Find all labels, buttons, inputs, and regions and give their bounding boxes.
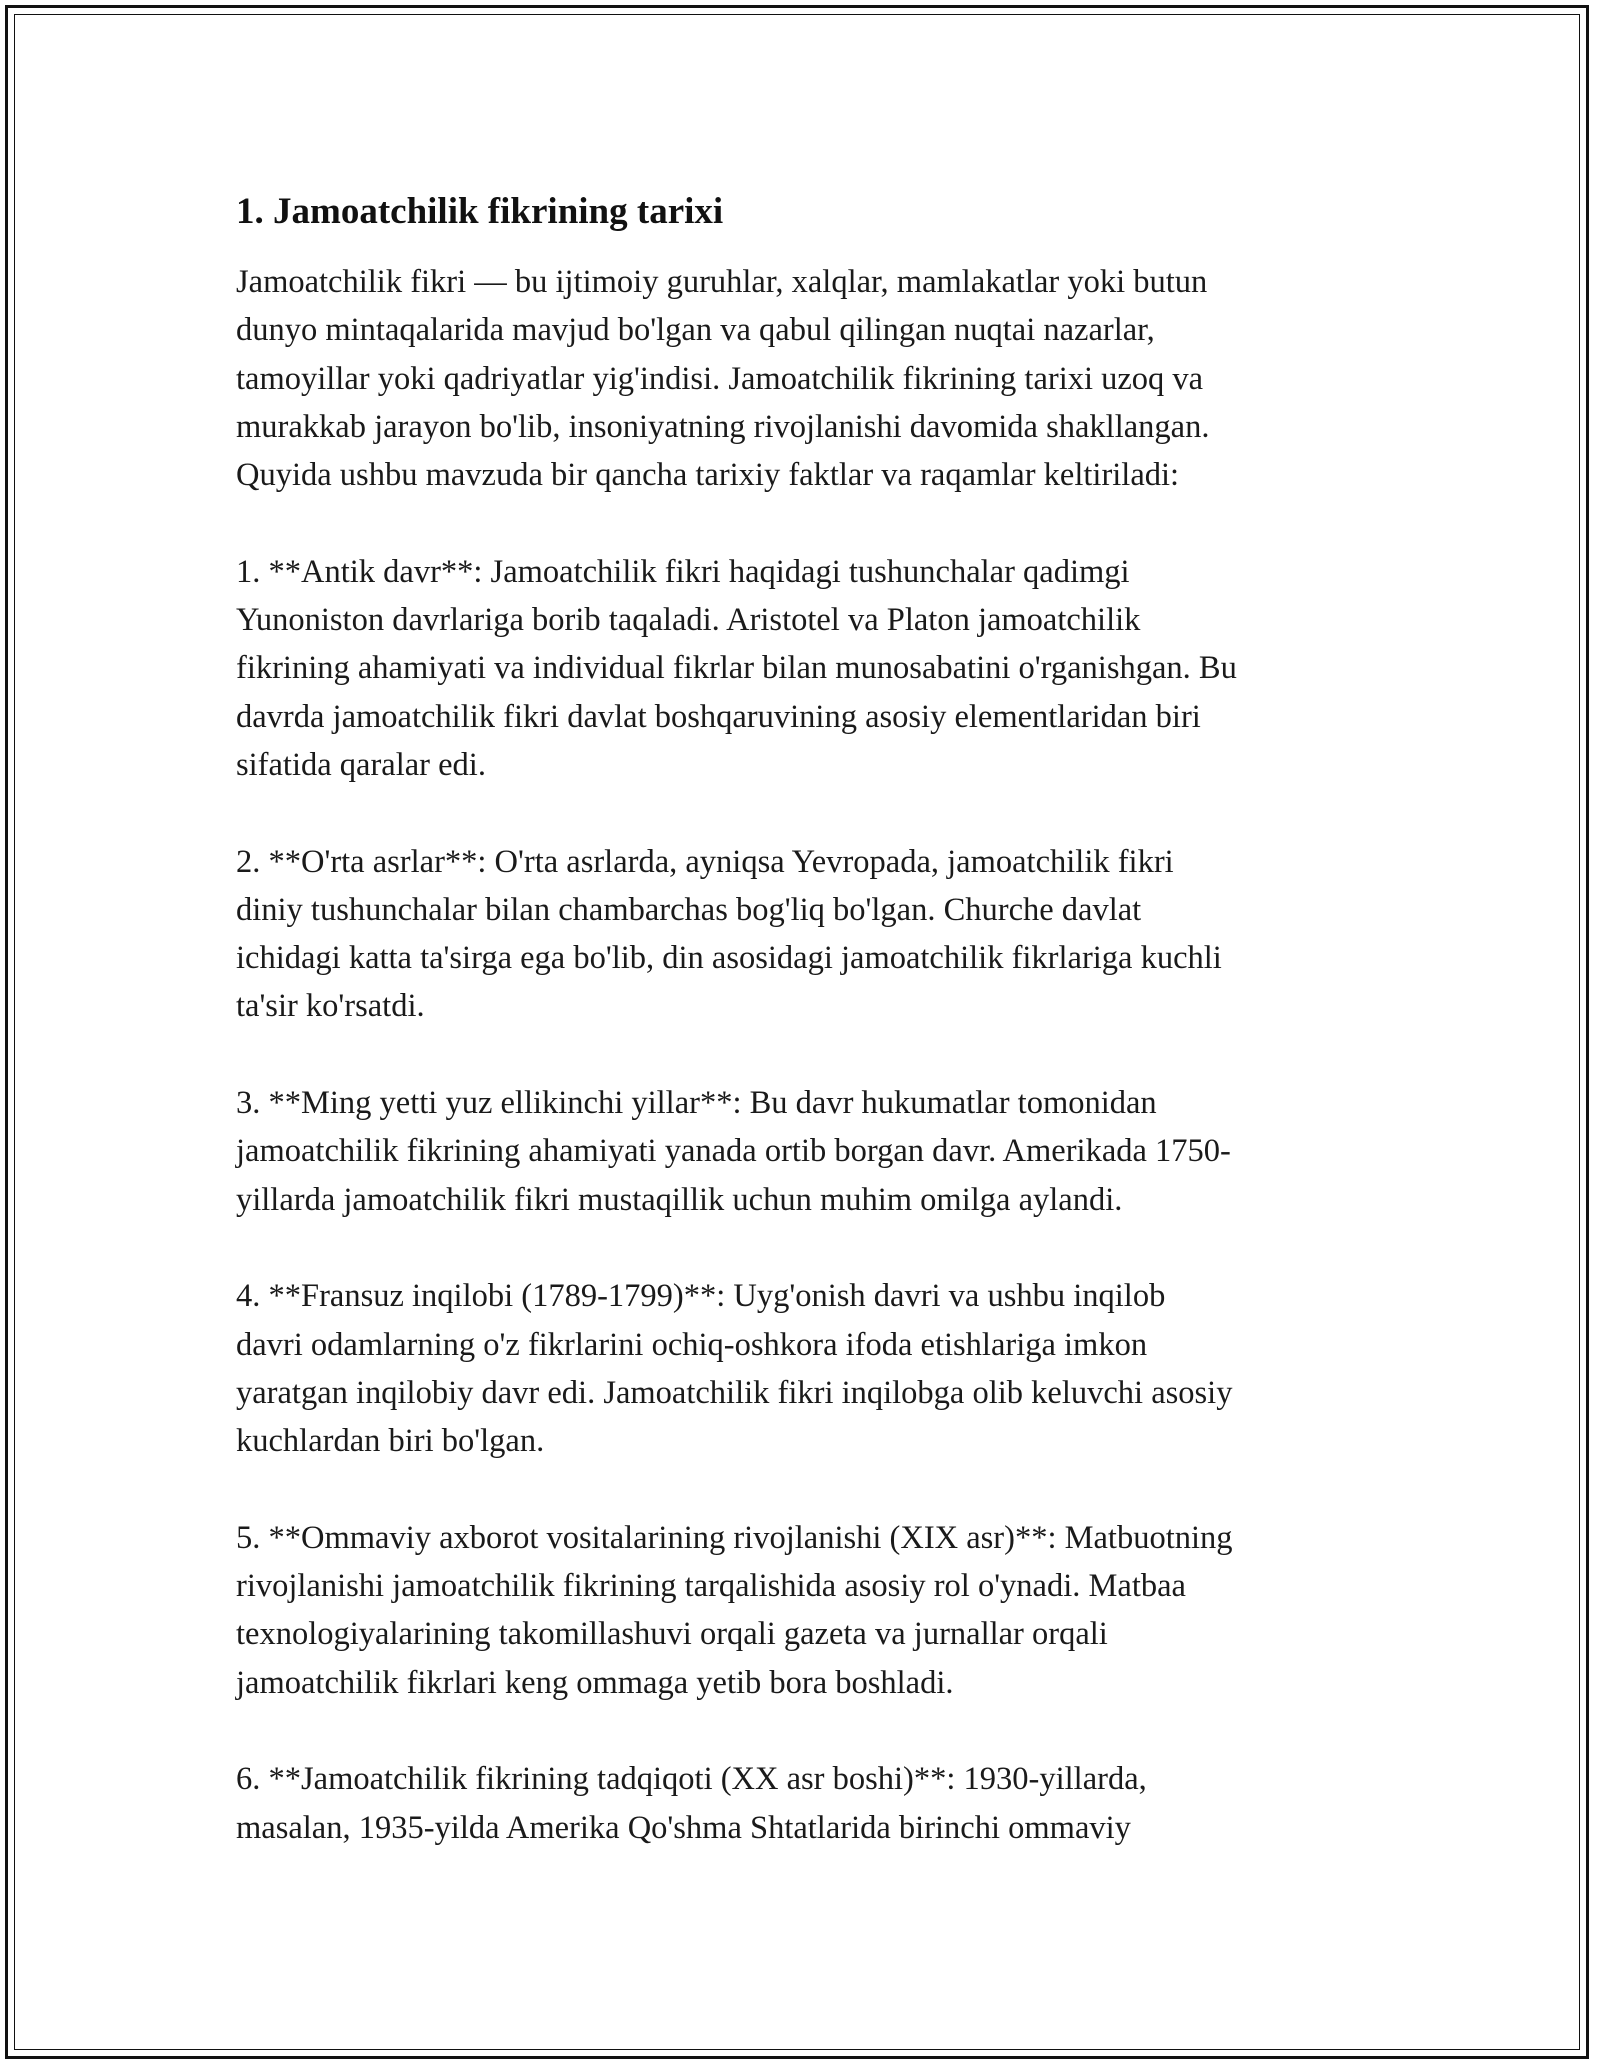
list-item-ommaviy-axborot: 5. **Ommaviy axborot vositalarining rivojlanishi (XIX asr)**: Matbuotning rivojlanishi jamoatchilik fikrining tarqalishida asosiy rol o'ynadi. Matbaa texnologiyalarining takomillashuvi orqali gazeta va jurnallar orqali jamoatchilik fikrlari keng ommaga yetib bora boshladi. [236, 1519, 1233, 1701]
list-item-orta-asrlar: 2. **O'rta asrlar**: O'rta asrlarda, ayniqsa Yevropada, jamoatchilik fikri diniy tushunchalar bilan chambarchas bog'liq bo'lgan. Churche davlat ichidagi katta ta'sirga ega bo'lib, din asosidagi jamoatchilik fikrlariga kuchli ta'sir ko'rsatdi. [236, 843, 1222, 1025]
document-title: 1. Jamoatchilik fikrining tarixi [236, 191, 724, 232]
document-body [236, 188, 1376, 1852]
list-item-tadqiqot: 6. **Jamoatchilik fikrining tadqiqoti (XX asr boshi)**: 1930-yillarda, masalan, 1935-yilda Amerika Qo'shma Shtatlarida birinchi ommaviy [236, 1761, 1147, 1846]
list-item-fransuz-inqilobi: 4. **Fransuz inqilobi (1789-1799)**: Uyg'onish davri va ushbu inqilob davri odamlarning o'z fikrlarini ochiq-oshkora ifoda etishlariga imkon yaratgan inqilobiy davr edi. Jamoatchilik fikri inqilobga olib keluvchi asosiy kuchlardan biri bo'lgan. [236, 1278, 1233, 1460]
list-item-1750-yillar: 3. **Ming yetti yuz ellikinchi yillar**: Bu davr hukumatlar tomonidan jamoatchilik fikrining ahamiyati yanada ortib borgan davr. Amerikada 1750- yillarda jamoatchilik fikri mustaqillik uchun muhim omilga aylandi. [236, 1085, 1231, 1218]
list-item-antik-davr: 1. **Antik davr**: Jamoatchilik fikri haqidagi tushunchalar qadimgi Yunoniston davrlariga borib taqaladi. Aristotel va Platon jamoatchilik fikrining ahamiyati va individual fikrlar bilan munosabatini o'rganishgan. Bu davrda jamoatchilik fikri davlat boshqaruvining asosiy elementlaridan biri sifatida qaralar edi. [236, 553, 1237, 783]
intro-paragraph: Jamoatchilik fikri — bu ijtimoiy guruhlar, xalqlar, mamlakatlar yoki butun dunyo mintaqalarida mavjud bo'lgan va qabul qilingan nuqtai nazarlar, tamoyillar yoki qadriyatlar yig'indisi. Jamoatchilik fikrining tarixi uzoq va murakkab jarayon bo'lib, insoniyatning rivojlanishi davomida shakllangan. Quyida ushbu mavzuda bir qancha tarixiy faktlar va raqamlar keltiriladi: [236, 264, 1210, 494]
